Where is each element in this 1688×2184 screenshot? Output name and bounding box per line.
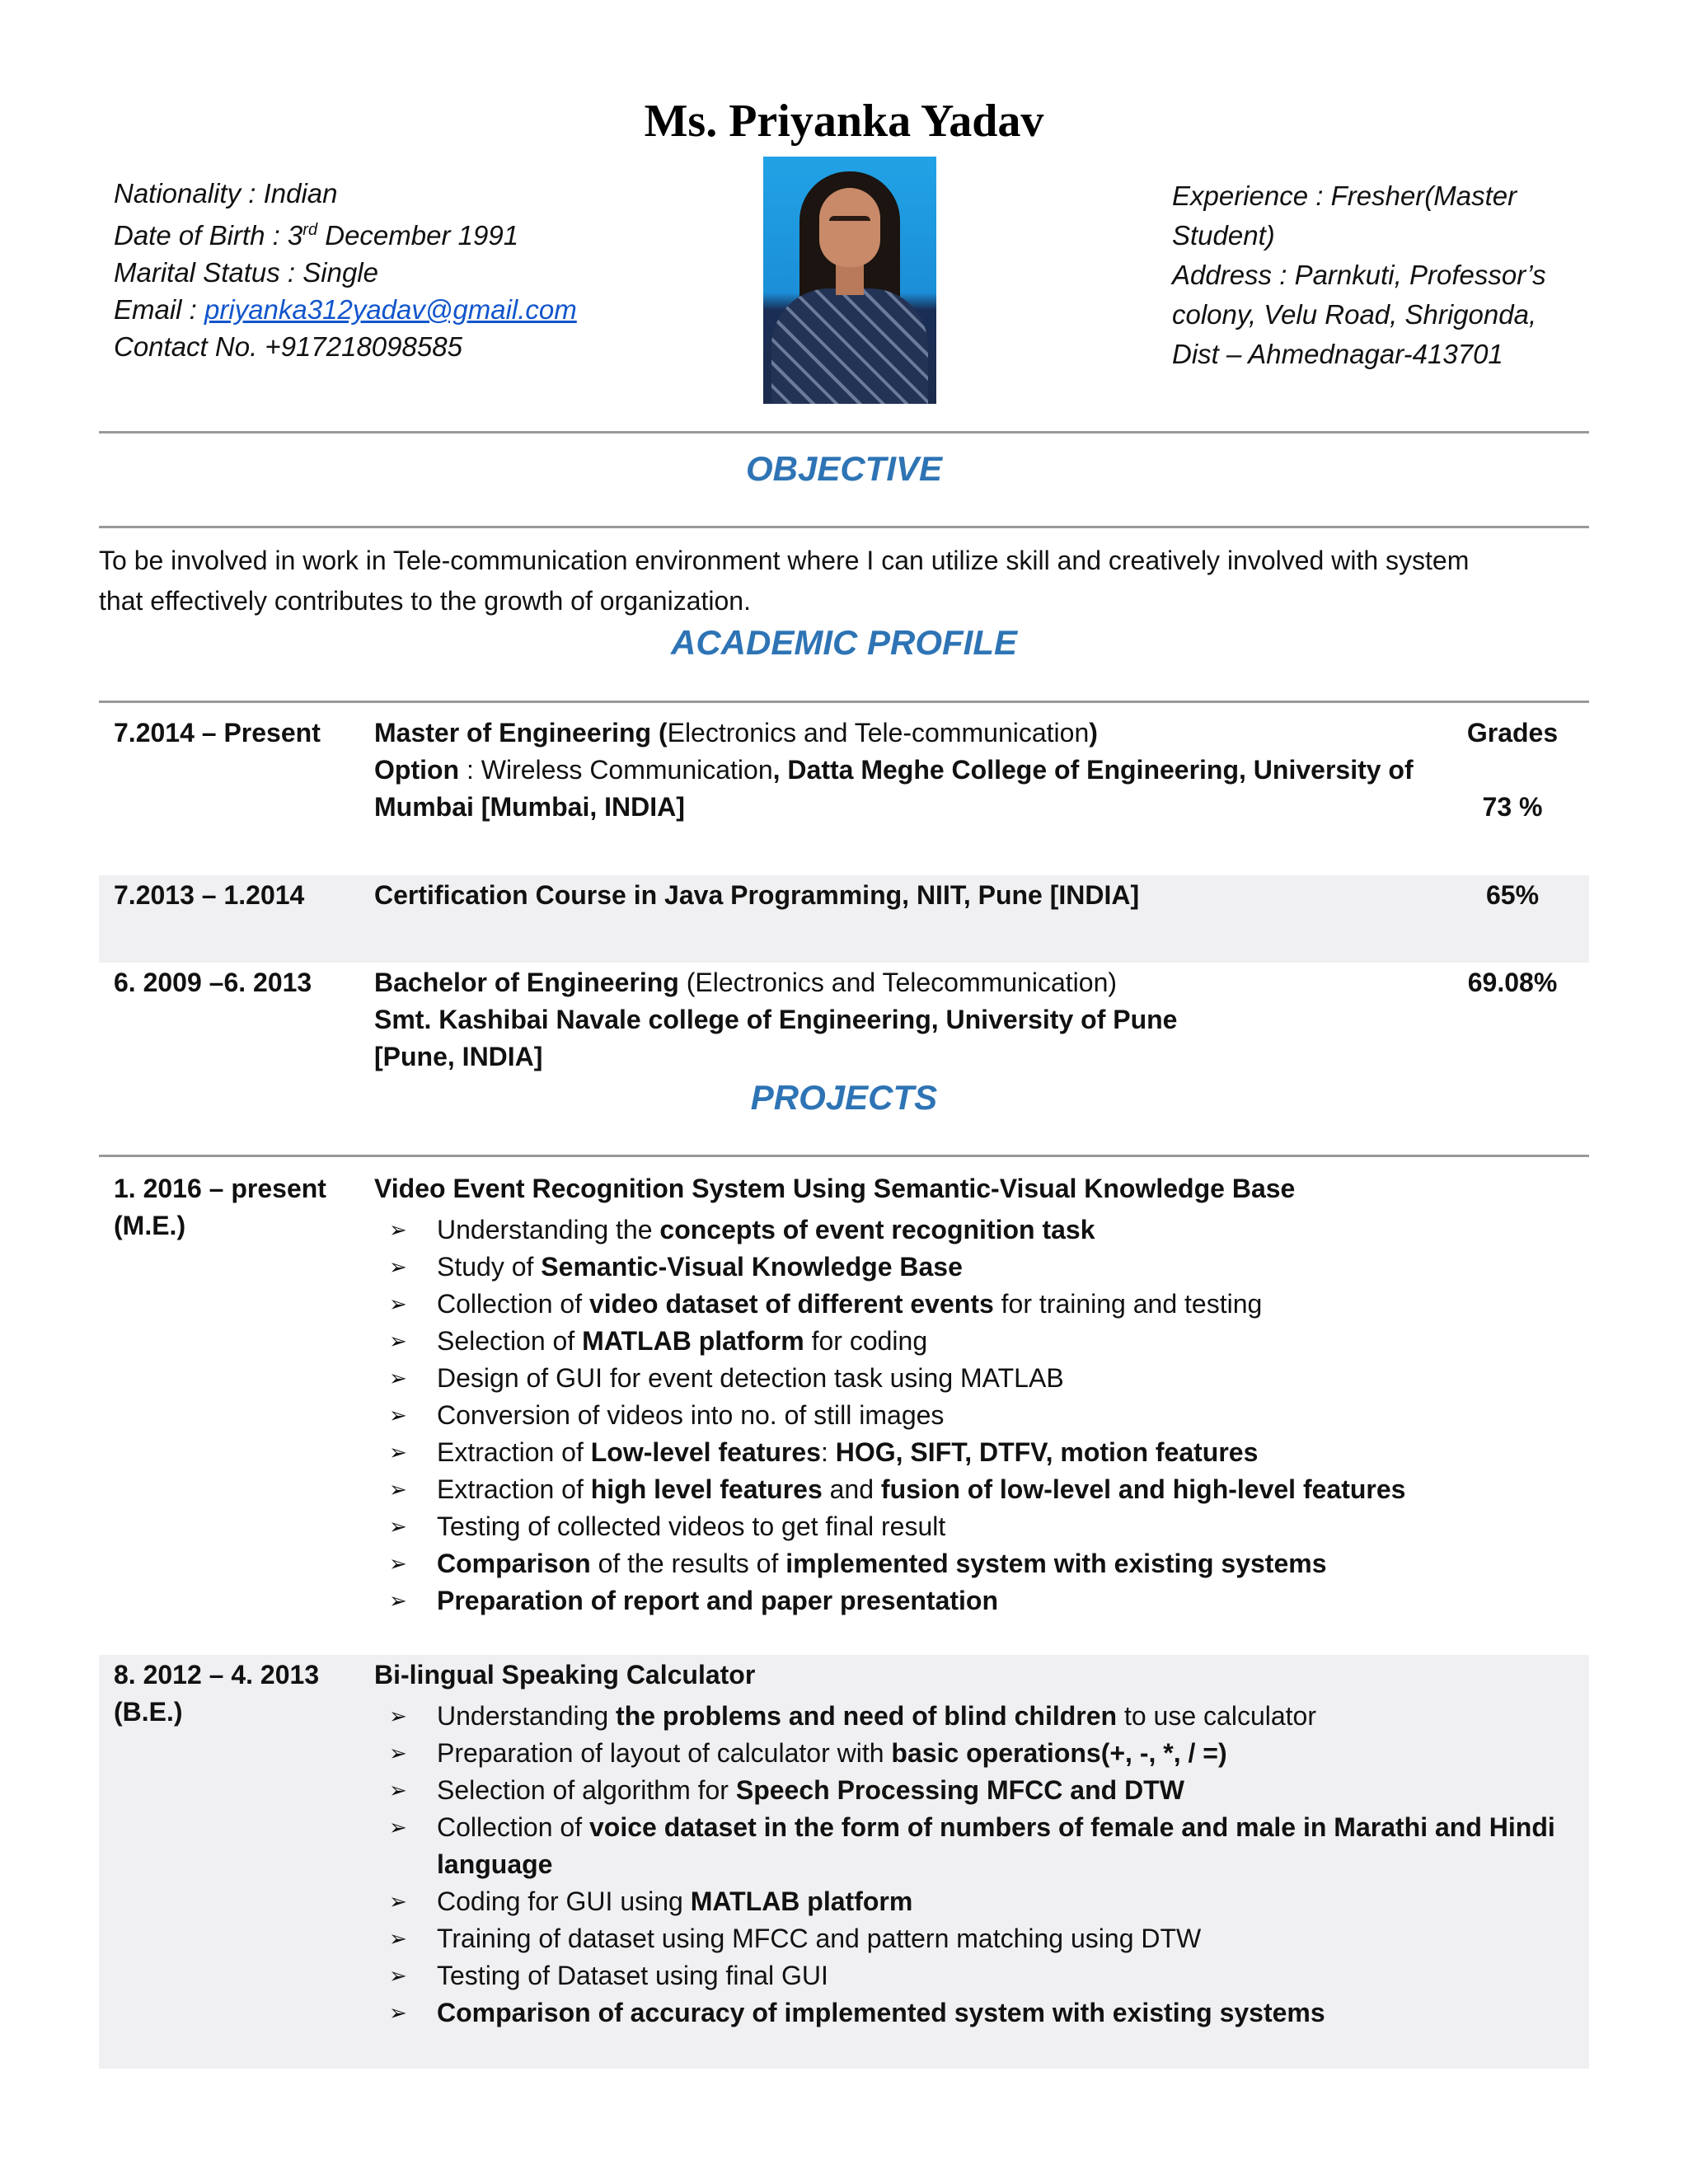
arrow-bullet-icon: ➢ [389, 1477, 407, 1502]
bullet-text: of the results of [590, 1549, 786, 1578]
project-bullet [382, 1883, 1578, 1920]
entry-date: 7.2013 – 1.2014 [114, 880, 305, 910]
bullet-text: HOG, SIFT, DTFV, motion features [835, 1437, 1259, 1467]
experience-address [1172, 176, 1601, 374]
bullet-text: : [820, 1437, 836, 1467]
project-date [114, 1170, 326, 1244]
project-bullet [382, 1397, 1578, 1434]
arrow-bullet-icon: ➢ [389, 1741, 407, 1765]
personal-details [114, 175, 740, 365]
divider [99, 526, 1589, 528]
bullet-text: Design of GUI for event detection task using MATLAB [437, 1363, 1064, 1393]
project-bullet [382, 1809, 1578, 1883]
arrow-bullet-icon: ➢ [389, 1588, 407, 1613]
place: Mumbai [Mumbai, INDIA] [374, 792, 685, 822]
bullet-text: concepts of event recognition task [659, 1215, 1095, 1244]
project-degree: (M.E.) [114, 1211, 186, 1240]
bullet-text: and [822, 1474, 881, 1504]
bullet-text: Preparation of report and paper presentation [437, 1586, 998, 1615]
arrow-bullet-icon: ➢ [389, 1366, 407, 1390]
bullet-text: fusion of low-level and high-level features [880, 1474, 1406, 1504]
academic-heading: ACADEMIC PROFILE [671, 623, 1017, 662]
bullet-text: Conversion of videos into no. of still images [437, 1400, 945, 1430]
college: , Datta Meghe College of Engineering, University of [772, 755, 1414, 785]
bullet-text: Collection of [437, 1289, 589, 1319]
entry-grade: 73 % [1482, 792, 1543, 822]
divider [99, 431, 1589, 434]
project-bullet [382, 1920, 1578, 1957]
project-bullet [382, 1360, 1578, 1397]
bullet-text: MATLAB platform [690, 1886, 913, 1916]
bullet-text: Testing of collected videos to get final result [437, 1511, 946, 1541]
bullet-text: Coding for GUI using [437, 1886, 691, 1916]
bullet-text: Study of [437, 1252, 542, 1282]
entry-date: 6. 2009 –6. 2013 [114, 968, 312, 997]
option-label: Option [374, 755, 460, 785]
project-bullet [382, 1994, 1578, 2032]
project-bullet [382, 1698, 1578, 1735]
arrow-bullet-icon: ➢ [389, 1403, 407, 1427]
address-line-3: Dist – Ahmednagar-413701 [1172, 339, 1503, 369]
bullet-text: Extraction of [437, 1437, 591, 1467]
bullet-text: Testing of Dataset using final GUI [437, 1961, 828, 1990]
arrow-bullet-icon: ➢ [389, 1889, 407, 1914]
email-label: Email : [114, 294, 205, 325]
bullet-text: Collection of [437, 1812, 589, 1842]
bullet-text: Comparison of accuracy of implemented system with existing systems [437, 1998, 1325, 2027]
option-value: : Wireless Communication [459, 755, 773, 785]
bullet-text: implemented system with existing systems [785, 1549, 1327, 1578]
arrow-bullet-icon: ➢ [389, 1778, 407, 1802]
arrow-bullet-icon: ➢ [389, 1963, 407, 1988]
project-bullet [382, 1508, 1578, 1545]
bullet-text: Semantic-Visual Knowledge Base [541, 1252, 963, 1282]
arrow-bullet-icon: ➢ [389, 1704, 407, 1728]
arrow-bullet-icon: ➢ [389, 2000, 407, 2025]
arrow-bullet-icon: ➢ [389, 1926, 407, 1951]
project-date-range: 1. 2016 – present [114, 1174, 326, 1203]
arrow-bullet-icon: ➢ [389, 1291, 407, 1316]
bullet-text: video dataset of different events [588, 1289, 994, 1319]
date-of-birth [114, 212, 740, 254]
contact-number: Contact No. +917218098585 [114, 331, 462, 362]
bullet-text: basic operations(+, -, *, / =) [891, 1738, 1227, 1768]
email-link[interactable]: priyanka312yadav@gmail.com [204, 294, 577, 325]
bullet-text: Extraction of [437, 1474, 591, 1504]
project-title: Bi-lingual Speaking Calculator [374, 1660, 756, 1690]
arrow-bullet-icon: ➢ [389, 1514, 407, 1539]
arrow-bullet-icon: ➢ [389, 1217, 407, 1242]
project-bullet-list [382, 1698, 1578, 2032]
objective-heading: OBJECTIVE [745, 449, 943, 488]
bullet-text: Low-level features [590, 1437, 821, 1467]
bullet-text: the problems and need of blind children [616, 1701, 1118, 1731]
entry-description [374, 715, 1446, 826]
entry-description [374, 964, 1446, 1076]
address-line-2: colony, Velu Road, Shrigonda, [1172, 299, 1537, 330]
dob-prefix: Date of Birth : 3 [114, 220, 303, 251]
dob-suffix: December 1991 [317, 220, 519, 251]
bullet-text: Understanding [437, 1701, 617, 1731]
project-bullet [382, 1471, 1578, 1508]
entry-grade: 65% [1485, 880, 1540, 910]
arrow-bullet-icon: ➢ [389, 1440, 407, 1465]
college: Smt. Kashibai Navale college of Engineering, University of Pune [374, 1005, 1178, 1034]
branch: (Electronics and Telecommunication) [678, 968, 1118, 997]
arrow-bullet-icon: ➢ [389, 1254, 407, 1279]
bullet-text: Speech Processing MFCC and DTW [735, 1775, 1184, 1805]
bullet-text: Selection of algorithm for [437, 1775, 736, 1805]
entry-description [374, 877, 1446, 914]
nationality: Nationality : Indian [114, 178, 338, 209]
marital-status: Marital Status : Single [114, 257, 378, 288]
project-bullet [382, 1545, 1578, 1582]
divider [99, 701, 1589, 703]
divider [99, 1155, 1589, 1157]
bullet-text: high level features [590, 1474, 823, 1504]
entry-date: 7.2014 – Present [114, 718, 321, 748]
project-bullet [382, 1323, 1578, 1360]
project-date [114, 1657, 319, 1731]
address-line-1: Address : Parnkuti, Professor’s [1172, 260, 1546, 290]
experience-line-1: Experience : Fresher(Master [1172, 180, 1517, 211]
project-bullet [382, 1582, 1578, 1619]
degree: Master of Engineering ( [374, 718, 668, 748]
bullet-text: Comparison [437, 1549, 591, 1578]
project-bullet [382, 1434, 1578, 1471]
bullet-text: to use calculator [1117, 1701, 1316, 1731]
bullet-text: voice dataset in the form of numbers of female and male in Marathi and Hindi language [437, 1812, 1555, 1879]
objective-line-1: To be involved in work in Tele-communication environment where I can utilize skill and creatively involved with system [99, 546, 1470, 575]
email-row [114, 291, 740, 328]
degree: Bachelor of Engineering [374, 968, 679, 997]
experience-line-2: Student) [1172, 220, 1275, 251]
objective-line-2: that effectively contributes to the growth of organization. [99, 586, 751, 616]
degree: Certification Course in Java Programming, NIIT, Pune [INDIA] [374, 880, 1140, 910]
project-bullet [382, 1772, 1578, 1809]
projects-heading: PROJECTS [750, 1078, 938, 1117]
grades-label: Grades [1466, 718, 1559, 748]
project-degree: (B.E.) [114, 1697, 183, 1727]
bullet-text: MATLAB platform [582, 1326, 804, 1356]
project-bullet [382, 1957, 1578, 1994]
bullet-text: Selection of [437, 1326, 583, 1356]
project-date-range: 8. 2012 – 4. 2013 [114, 1660, 320, 1690]
project-bullet-list [382, 1212, 1578, 1619]
dob-sup: rd [302, 221, 318, 239]
project-bullet [382, 1735, 1578, 1772]
paren: ) [1089, 718, 1098, 748]
project-bullet [382, 1286, 1578, 1323]
project-bullet [382, 1249, 1578, 1286]
branch: Electronics and Tele-communication [667, 718, 1090, 748]
arrow-bullet-icon: ➢ [389, 1815, 407, 1840]
bullet-text: Training of dataset using MFCC and pattern matching using DTW [437, 1924, 1202, 1953]
arrow-bullet-icon: ➢ [389, 1551, 407, 1576]
project-bullet [382, 1212, 1578, 1249]
project-title: Video Event Recognition System Using Semantic-Visual Knowledge Base [374, 1174, 1296, 1203]
bullet-text: for coding [804, 1326, 928, 1356]
bullet-text: Understanding the [437, 1215, 660, 1244]
entry-grade: 69.08% [1467, 968, 1558, 997]
arrow-bullet-icon: ➢ [389, 1329, 407, 1353]
objective-text [99, 541, 1599, 621]
candidate-name: Ms. Priyanka Yadav [644, 96, 1044, 147]
bullet-text: for training and testing [993, 1289, 1263, 1319]
bullet-text: Preparation of layout of calculator with [437, 1738, 892, 1768]
profile-photo [763, 157, 936, 404]
place: [Pune, INDIA] [374, 1042, 543, 1071]
